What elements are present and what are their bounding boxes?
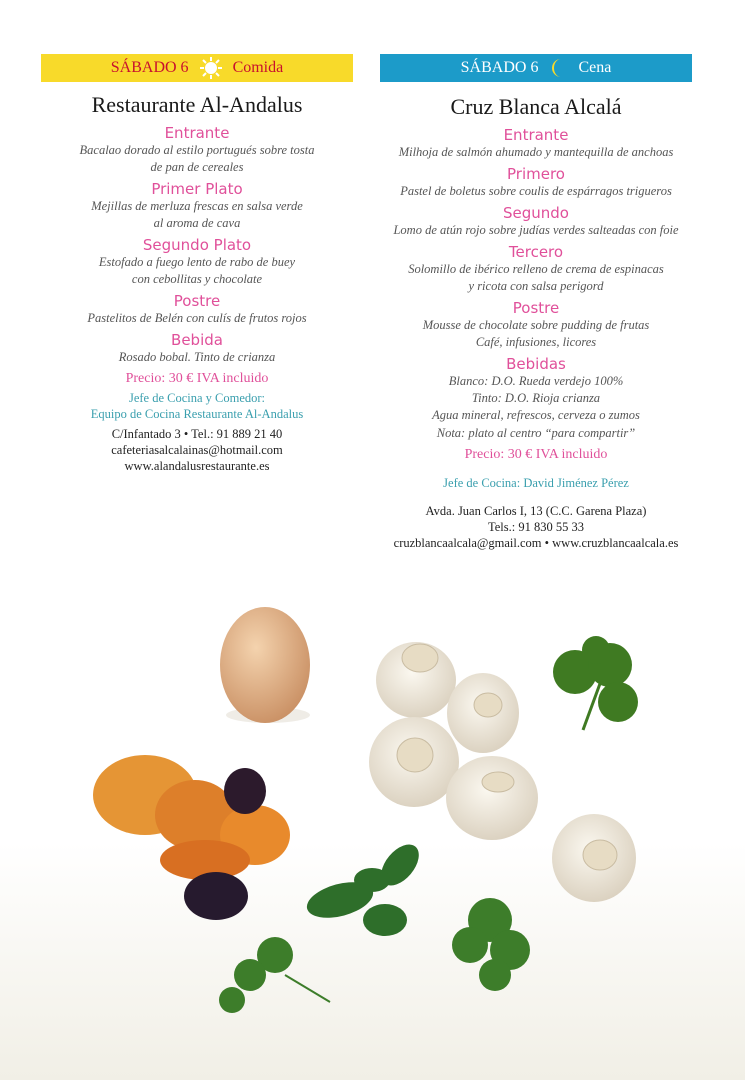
dinner-banner [380, 54, 692, 82]
course-title: Segundo Plato [142, 236, 252, 254]
phone: Tels.: 91 830 55 33 [488, 520, 584, 534]
course-text: Rosado bobal. Tinto de crianza [118, 350, 276, 364]
email-website[interactable]: cruzblancaalcala@gmail.com • www.cruzblancaalcala.es [393, 536, 679, 550]
course-text: Pastelitos de Belén con culís de frutos rojos [87, 311, 307, 325]
course-text: Bacalao dorado al estilo portugués sobre tosta de pan de cereales [79, 143, 315, 174]
course-title: Bebida [171, 331, 223, 349]
course-text: Blanco: D.O. Rueda verdejo 100% Tinto: D.O. Rioja crianza Agua mineral, refrescos, cerveza o zumos [432, 374, 640, 422]
sharing-note: Nota: plato al centro “para compartir” [436, 426, 636, 440]
course-title: Tercero [508, 243, 564, 261]
chef-label: Jefe de Cocina y Comedor: [128, 391, 266, 405]
mint-image [303, 838, 426, 936]
course-title: Entrante [503, 126, 569, 144]
moon-icon [548, 57, 568, 79]
course-title: Entrante [164, 124, 230, 142]
chef-name: Equipo de Cocina Restaurante Al-Andalus [90, 407, 304, 421]
course-title: Primero [507, 165, 565, 183]
course-text: Mousse de chocolate sobre pudding de frutas Café, infusiones, licores [422, 318, 650, 349]
course-text: Milhoja de salmón ahumado y mantequilla de anchoas [398, 145, 674, 159]
course-text: Lomo de atún rojo sobre judías verdes salteadas con foie [393, 223, 679, 237]
banner-meal: Comida [232, 59, 284, 76]
dried-fruit-image [93, 755, 290, 920]
chef-name: Jefe de Cocina: David Jiménez Pérez [443, 476, 629, 490]
course-text: Pastel de boletus sobre coulis de espárragos trigueros [400, 184, 672, 198]
coriander-image [553, 636, 638, 730]
course-title: Postre [173, 292, 221, 310]
email-link[interactable]: cafeteriasalcalainas@hotmail.com [111, 443, 283, 457]
course-text: Mejillas de merluza frescas en salsa verde al aroma de cava [91, 199, 303, 230]
course-title: Bebidas [506, 355, 566, 373]
restaurant-name: Restaurante Al-Andalus [91, 92, 303, 117]
lunch-banner [41, 54, 353, 82]
banner-meal: Cena [578, 59, 612, 76]
course-title: Segundo [503, 204, 569, 222]
banner-day: SÁBADO 6 [460, 59, 539, 76]
food-illustration [0, 590, 745, 1070]
sun-icon [199, 56, 223, 80]
website-link[interactable]: www.alandalusrestaurante.es [124, 459, 270, 473]
banner-day: SÁBADO 6 [110, 59, 189, 76]
restaurant-name: Cruz Blanca Alcalá [450, 94, 622, 119]
course-text: Estofado a fuego lento de rabo de buey con cebollitas y chocolate [98, 255, 296, 286]
price: Precio: 30 € IVA incluido [125, 371, 269, 386]
address: Avda. Juan Carlos I, 13 (C.C. Garena Plaza) [425, 504, 647, 518]
course-text: Solomillo de ibérico relleno de crema de espinacas y ricota con salsa perigord [408, 262, 664, 293]
dinner-menu-column [380, 54, 692, 551]
address: C/Infantado 3 • Tel.: 91 889 21 40 [111, 427, 283, 441]
egg-image [220, 607, 310, 723]
price: Precio: 30 € IVA incluido [464, 447, 608, 462]
course-title: Primer Plato [151, 180, 243, 198]
course-title: Postre [512, 299, 560, 317]
lunch-menu-column [41, 54, 353, 474]
